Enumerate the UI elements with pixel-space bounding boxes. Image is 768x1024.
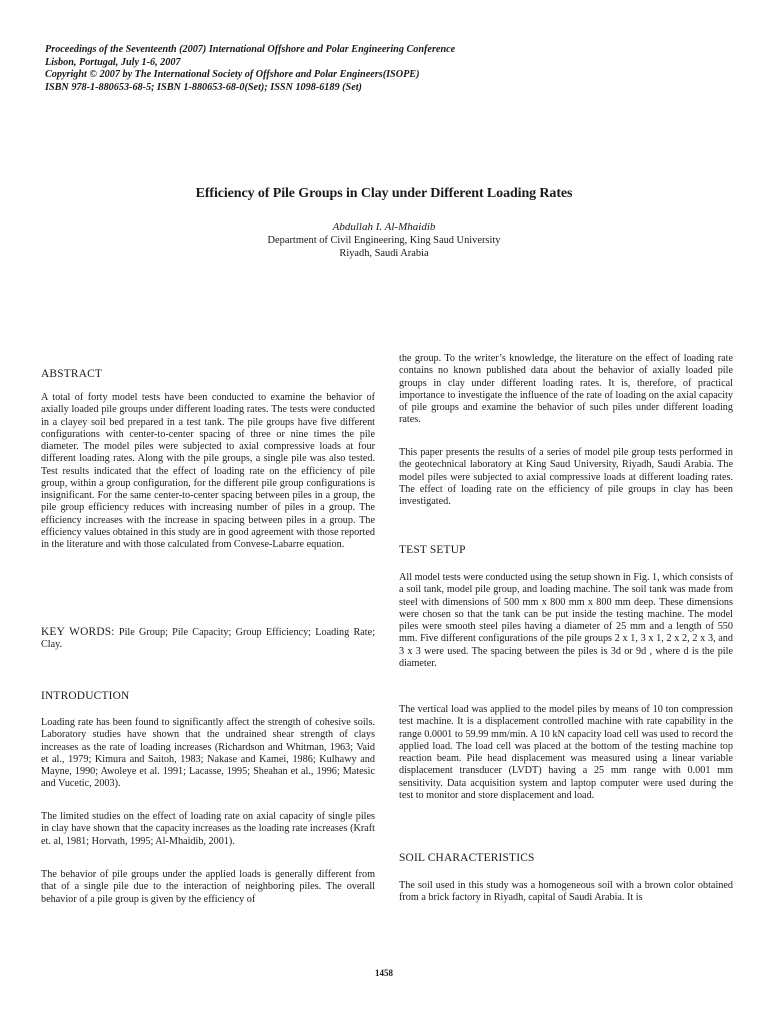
keywords [41,626,375,652]
keywords-text: Pile Group; Pile Capacity; Group Efficiency; Loading Rate; Clay. [41,627,375,651]
header-line-isbn: ISBN 978-1-880653-68-5; ISBN 1-880653-68-0(Set); ISSN 1098-6189 (Set) [45,81,362,93]
author-name: Abdullah I. Al-Mhaidib [332,221,436,233]
proceedings-header [45,44,725,94]
affiliation-department: Department of Civil Engineering, King Saud University [267,235,501,246]
introduction-paragraph-3: The behavior of pile groups under the applied loads is generally different from that of a single pile due to the interaction of neighboring piles. The overall behavior of a pile group is given by the efficiency of [41,869,375,905]
paper-title: Efficiency of Pile Groups in Clay under Different Loading Rates [195,186,573,201]
soil-characteristics-heading: SOIL CHARACTERISTICS [399,852,535,864]
header-line-conference: Proceedings of the Seventeenth (2007) International Offshore and Polar Engineering Conference [45,44,456,55]
test-setup-paragraph-1: All model tests were conducted using the setup shown in Fig. 1, which consists of a soil tank, model pile group, and loading machine. The soil tank was made from steel with dimensions of 500 mm x 800 mm x 800 mm deep. These dimensions were chosen so that the tank can be put inside the testing machine. The model piles were smooth steel piles having a diameter of 25 mm and a length of 550 mm. Five different configurations of the pile groups 2 x 1, 3 x 1, 2 x 2, 2 x 3, and 3 x 3 were used. The spacing between the piles is 3d or 9d , where d is the pile diameter. [399,572,733,669]
introduction-heading: INTRODUCTION [41,690,130,702]
abstract-heading: ABSTRACT [41,368,103,380]
page-number: 1458 [375,968,393,978]
soil-characteristics-paragraph: The soil used in this study was a homogeneous soil with a brown color obtained from a brick factory in Riyadh, capital of Saudi Arabia. It is [399,880,733,904]
introduction-paragraph-4: the group. To the writer’s knowledge, the literature on the effect of loading rate contains no known published data about the behavior of axially loaded pile groups in clay under different loading rates. It is, therefore, of practical importance to investigate the influence of the rate of loading on the axial capacity of pile groups and examine the behavior of such piles under different loading rates. [399,353,733,426]
header-line-copyright: Copyright © 2007 by The International Society of Offshore and Polar Engineers(ISOPE) [45,69,420,81]
test-setup-paragraph-2: The vertical load was applied to the model piles by means of 10 ton compression test machine. It is a displacement controlled machine with rate capability in the range 0.0001 to 59.99 mm/min. A 10 kN capacity load cell was used to record the applied load. The load cell was placed at the bottom of the testing machine top reaction beam. Pile head displacement was measured using a linear variable displacement transducer (LVDT) having a 25 mm range with 0.001 mm sensitivity. Data acquisition system and laptop computer were used during the test to monitor and store displacement and load. [399,704,733,801]
introduction-paragraph-5: This paper presents the results of a series of model pile group tests performed in the geotechnical laboratory at King Saud University, Riyadh, Saudi Arabia. The model piles were subjected to axial compressive loads at different loading rates. The effect of loading rate on the efficiency of pile groups in clay has been investigated. [399,447,733,507]
header-line-location: Lisbon, Portugal, July 1-6, 2007 [45,56,181,68]
introduction-paragraph-1: Loading rate has been found to significantly affect the strength of cohesive soils. Laboratory studies have shown that the undrained shear strength of clays increases as the rate of loading increases (Richardson and Whitman, 1963; Vaid et al., 1979; Kimura and Saitoh, 1983; Nakase and Kamei, 1986; Kulhawy and Mayne, 1990; Awoleye et al. 1991; Lacasse, 1995; Sheahan et al., 1996; Matesic and Vucetic, 2003). [41,717,375,790]
keywords-label: KEY WORDS: [41,626,115,638]
introduction-paragraph-2: The limited studies on the effect of loading rate on axial capacity of single piles in clay have shown that the capacity increases as the loading rate increases (Kraft et. al, 1981; Horvath, 1995; Al-Mhaidib, 2001). [41,811,375,847]
test-setup-heading: TEST SETUP [399,544,466,556]
abstract-text: A total of forty model tests have been conducted to examine the behavior of axially loaded pile groups under different loading rates. The tests were conducted in a clayey soil bed prepared in a test tank. The pile groups have five different configurations with center-to-center spacing of three or nine times the pile diameter. The model piles were subjected to axial compressive loads at four different loading rates. Along with the pile groups, a single pile was also tested. Test results indicated that the effect of loading rate on the efficiency of pile group, within a group configuration, for the different pile group configurations is insignificant. For the same center-to-center spacing between piles in a group, the pile group efficiency reduces with increasing number of piles in a group. The efficiency increases with the increase in spacing between piles in a group. The efficiency values obtained in this study are in good agreement with those reported in the literature and with those calculated from Convese-Labarre equation. [41,392,375,550]
affiliation-location: Riyadh, Saudi Arabia [339,248,429,259]
